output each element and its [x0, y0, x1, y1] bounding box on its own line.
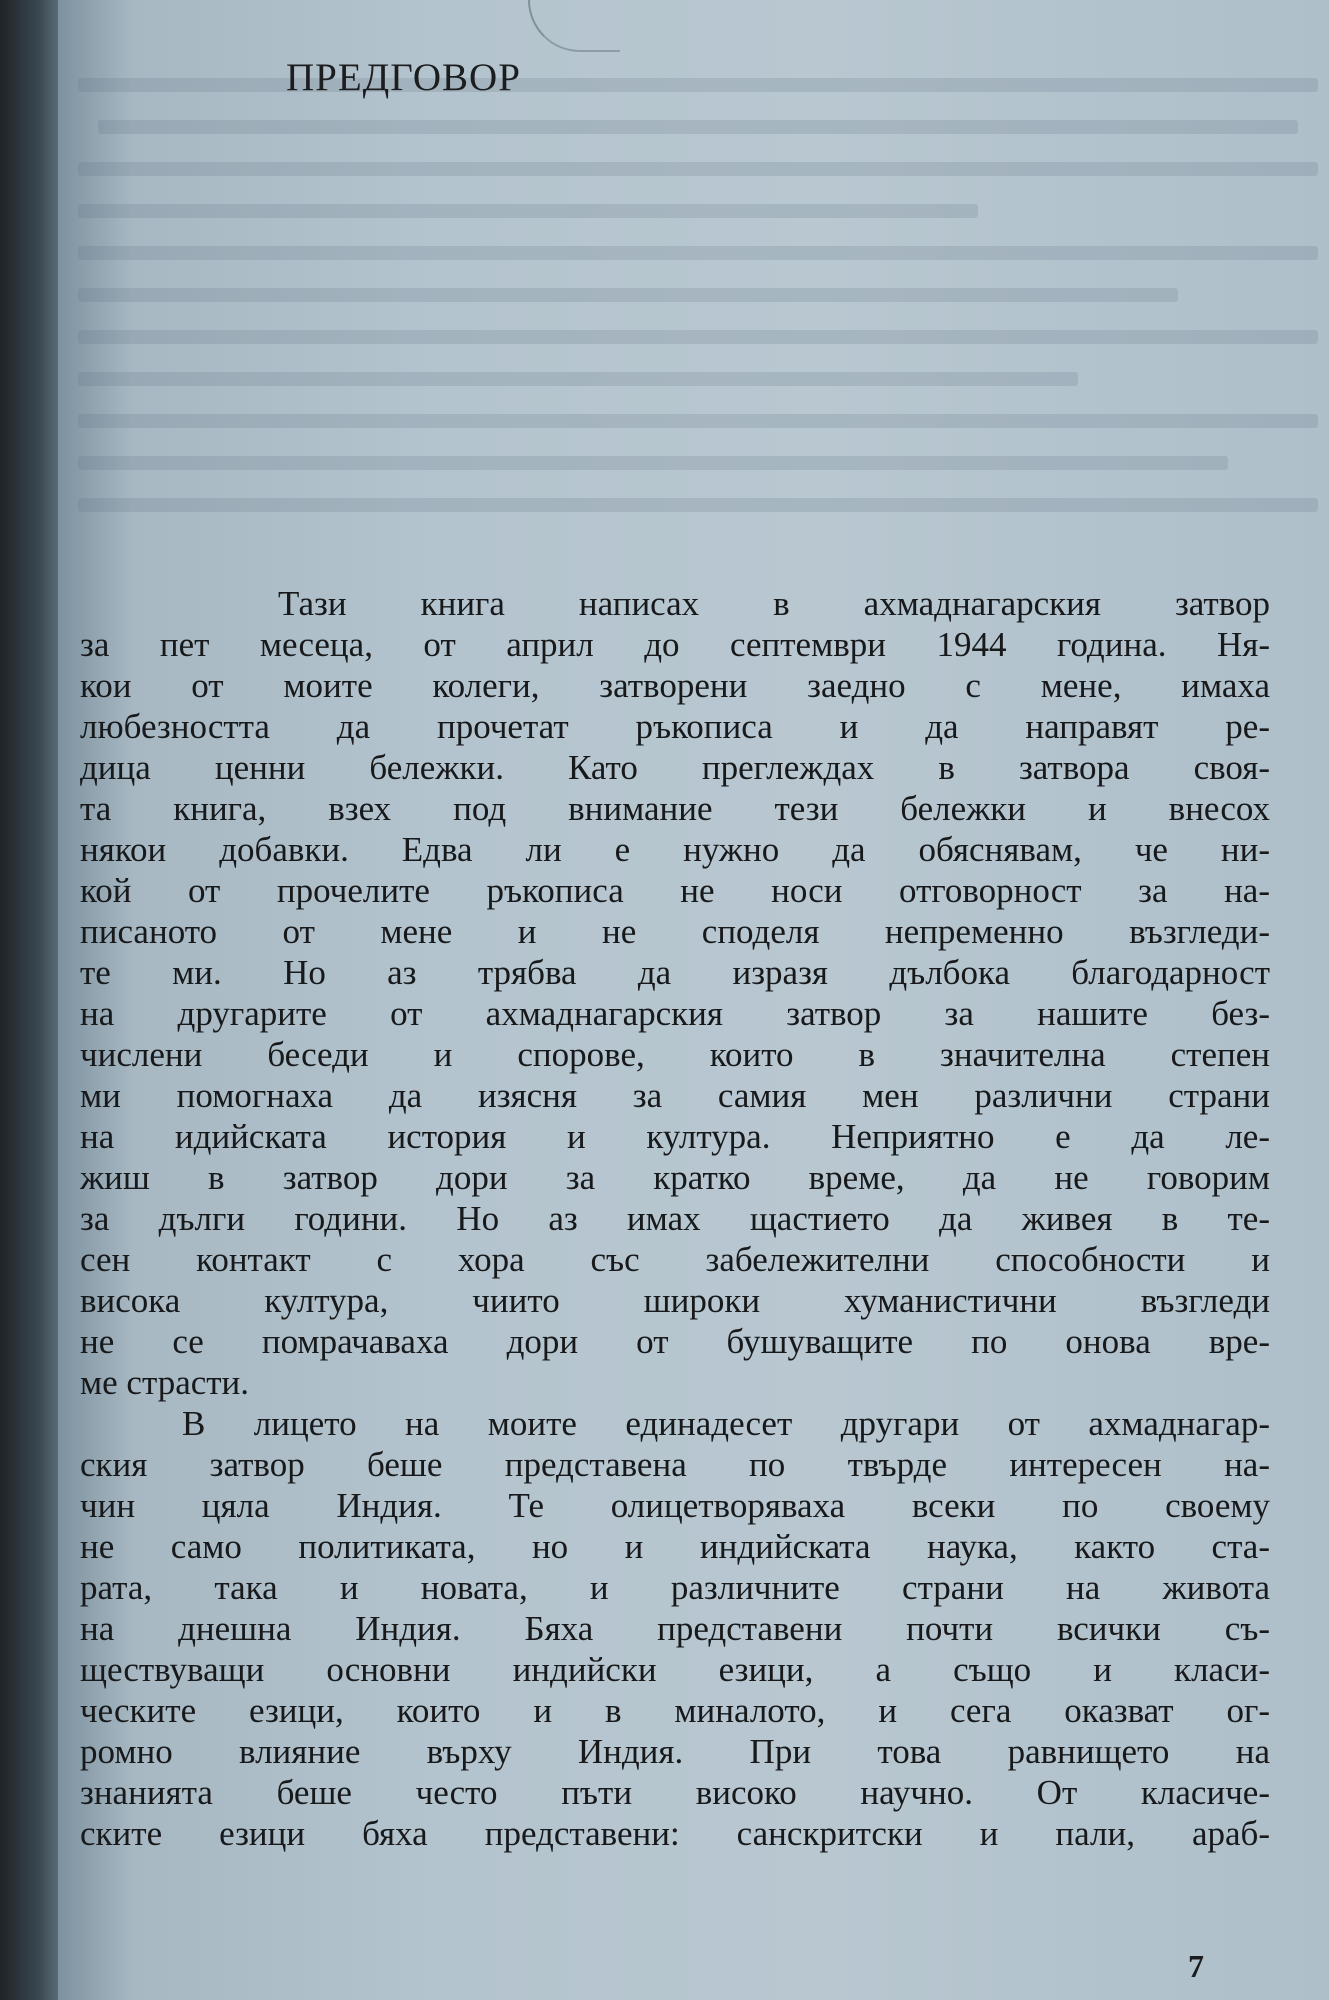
- text-line: ромно влияние върху Индия. При това равнището на: [80, 1732, 1270, 1771]
- text-line: на днешна Индия. Бяха представени почти всички съ-: [80, 1609, 1270, 1648]
- text-line: ческите езици, които и в миналото, и сега оказват ог-: [80, 1691, 1270, 1730]
- text-line: знанията беше често пъти високо научно. От класиче-: [80, 1773, 1270, 1812]
- text-line: кои от моите колеги, затворени заедно с мене, имаха: [80, 666, 1270, 705]
- text-line: кой от прочелите ръкописа не носи отговорност за на-: [80, 871, 1270, 910]
- text-line: дица ценни бележки. Като преглеждах в затвора своя-: [80, 748, 1270, 787]
- text-line: писаното от мене и не споделя непременно възгледи-: [80, 912, 1270, 951]
- text-line: за дълги години. Но аз имах щастието да живея в те-: [80, 1199, 1270, 1238]
- text-line: някои добавки. Едва ли е нужно да обяснявам, че ни-: [80, 830, 1270, 869]
- text-line: на идийската история и култура. Неприятно е да ле-: [80, 1117, 1270, 1156]
- show-through-line: [78, 330, 1318, 344]
- text-line: за пет месеца, от април до септември 1944 година. Ня-: [80, 625, 1270, 664]
- text-line: ществуващи основни индийски езици, а също и класи-: [80, 1650, 1270, 1689]
- text-line: любезността да прочетат ръкописа и да направят ре-: [80, 707, 1270, 746]
- show-through-line: [78, 498, 1318, 512]
- text-line: висока култура, чиито широки хуманистични възгледи: [80, 1281, 1270, 1320]
- text-line: чин цяла Индия. Те олицетворяваха всеки по своему: [80, 1486, 1270, 1525]
- show-through-line: [78, 78, 1318, 92]
- page-title: ПРЕДГОВОР: [286, 56, 521, 99]
- text-line: Тази книга написах в ахмаднагарския затвор: [278, 584, 1270, 623]
- show-through-line: [78, 414, 1318, 428]
- text-line: числени беседи и спорове, които в значителна степен: [80, 1035, 1270, 1074]
- show-through-line: [78, 372, 1078, 386]
- text-line: не се помрачаваха дори от бушуващите по онова вре-: [80, 1322, 1270, 1361]
- text-line: рата, така и новата, и различните страни на живота: [80, 1568, 1270, 1607]
- text-line: ме страсти.: [80, 1363, 250, 1402]
- text-line: ските езици бяха представени: санскритски и пали, араб-: [80, 1814, 1270, 1853]
- show-through-line: [78, 204, 978, 218]
- text-line: на другарите от ахмаднагарския затвор за нашите без-: [80, 994, 1270, 1033]
- text-line: не само политиката, но и индийската наука, както ста-: [80, 1527, 1270, 1566]
- text-line: ми помогнаха да изясня за самия мен различни страни: [80, 1076, 1270, 1115]
- show-through-line: [78, 288, 1178, 302]
- book-page: [58, 0, 1329, 2000]
- pencil-mark: [528, 0, 620, 52]
- show-through-line: [98, 120, 1298, 134]
- paragraph-1: [80, 583, 1270, 1403]
- text-line: В лицето на моите единадесет другари от ахмаднагар-: [182, 1404, 1270, 1443]
- show-through-line: [78, 246, 1318, 260]
- text-line: те ми. Но аз трябва да изразя дълбока благодарност: [80, 953, 1270, 992]
- body-text: [80, 583, 1270, 1854]
- show-through-line: [78, 456, 1228, 470]
- text-line: ския затвор беше представена по твърде интересен на-: [80, 1445, 1270, 1484]
- show-through-line: [78, 162, 1318, 176]
- paragraph-2: [80, 1403, 1270, 1854]
- text-line: сен контакт с хора със забележителни способности и: [80, 1240, 1270, 1279]
- text-line: та книга, взех под внимание тези бележки и внесох: [80, 789, 1270, 828]
- page-number: 7: [1188, 1948, 1204, 1984]
- text-line: жиш в затвор дори за кратко време, да не говорим: [80, 1158, 1270, 1197]
